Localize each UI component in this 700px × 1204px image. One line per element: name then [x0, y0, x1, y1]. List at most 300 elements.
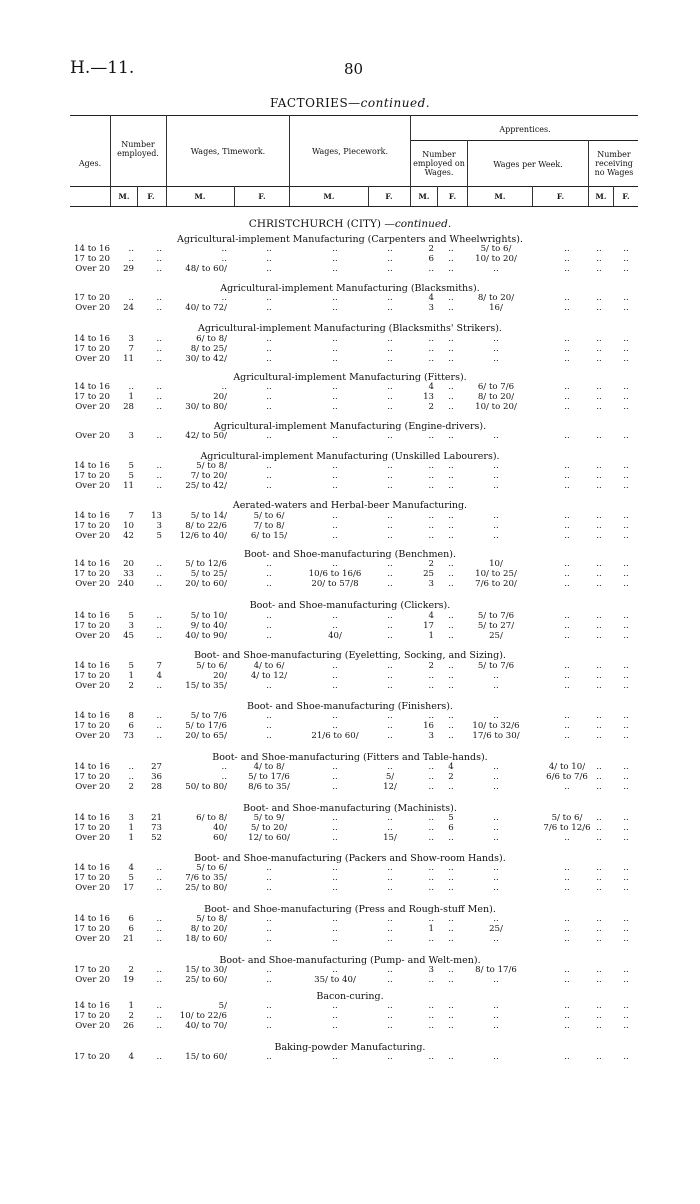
table-cell: ..: [623, 661, 629, 671]
apprentices-header: Apprentices.: [499, 125, 551, 134]
table-cell: 11: [123, 481, 134, 492]
table-cell: ..: [332, 392, 338, 403]
table-cell: 3: [128, 431, 134, 441]
table-cell: ..: [493, 772, 499, 783]
table-cell: 60/: [213, 833, 227, 844]
col-divider: [613, 186, 614, 206]
section-title: Agricultural-implement Manufacturing (Engine-drivers).: [213, 421, 487, 432]
table-row: [0, 531, 700, 541]
table-cell: ..: [332, 521, 338, 532]
table-cell: ..: [332, 873, 338, 884]
table-cell: ..: [596, 863, 602, 873]
section-title: Boot- and Shoe-manufacturing (Eyeletting, Socking, and Sizing).: [194, 650, 506, 661]
table-cell: ..: [332, 254, 338, 265]
table-cell: 25/ to 80/: [185, 883, 227, 894]
table-row: [0, 303, 700, 313]
table-cell: ..: [428, 1021, 434, 1032]
table-cell: 3: [428, 731, 434, 742]
table-cell: ..: [623, 772, 629, 783]
table-cell: 3: [128, 813, 134, 823]
table-cell: ..: [596, 934, 602, 945]
age-cell: 17 to 20: [74, 621, 110, 632]
table-cell: ..: [266, 1021, 272, 1032]
table-cell: 3: [428, 579, 434, 590]
table-cell: ..: [221, 772, 227, 783]
table-cell: ..: [428, 521, 434, 532]
table-cell: ..: [266, 303, 272, 314]
table-cell: ..: [332, 402, 338, 413]
table-cell: ..: [564, 244, 570, 254]
table-cell: 21: [151, 813, 162, 823]
table-row: [0, 661, 700, 671]
table-cell: ..: [564, 334, 570, 344]
table-row: [0, 863, 700, 873]
table-cell: ..: [623, 531, 629, 542]
table-cell: 8/ to 25/: [190, 344, 227, 355]
age-cell: 14 to 16: [74, 511, 110, 521]
table-cell: 21/6 to 60/: [311, 731, 359, 742]
table-cell: ..: [448, 731, 454, 742]
age-cell: Over 20: [75, 631, 110, 642]
table-cell: 3: [128, 621, 134, 632]
page-number: 80: [344, 60, 364, 78]
table-row: [0, 264, 700, 274]
table-cell: ..: [493, 823, 499, 834]
table-row: [0, 772, 700, 782]
table-cell: ..: [596, 965, 602, 975]
table-cell: ..: [156, 569, 162, 580]
table-cell: 36: [151, 772, 162, 783]
table-cell: ..: [387, 382, 393, 392]
table-cell: ..: [623, 402, 629, 413]
table-cell: ..: [221, 382, 227, 392]
table-row: [0, 293, 700, 303]
table-cell: ..: [332, 772, 338, 783]
table-cell: ..: [428, 1011, 434, 1022]
table-cell: ..: [332, 965, 338, 975]
city-heading: CHRISTCHURCH (CITY) —continued.: [248, 218, 452, 230]
table-cell: ..: [156, 244, 162, 254]
table-cell: ..: [596, 382, 602, 392]
table-cell: ..: [387, 244, 393, 254]
table-cell: 6: [128, 721, 134, 732]
table-cell: ..: [448, 254, 454, 265]
table-row: [0, 975, 700, 985]
table-row: [0, 914, 700, 924]
table-cell: ..: [266, 344, 272, 355]
table-cell: ..: [564, 721, 570, 732]
table-cell: ..: [493, 782, 499, 793]
table-row: [0, 965, 700, 975]
table-cell: ..: [387, 883, 393, 894]
col-divider: [166, 115, 167, 206]
table-cell: ..: [428, 762, 434, 772]
table-cell: ..: [448, 671, 454, 682]
table-cell: ..: [156, 621, 162, 632]
table-row: [0, 481, 700, 491]
table-cell: 16/: [489, 303, 503, 314]
apprentices-on-wages-header: Number employed on Wages.: [413, 150, 465, 177]
col-divider: [437, 186, 438, 206]
col-m-label: M.: [194, 192, 206, 201]
table-cell: ..: [332, 244, 338, 254]
table-cell: 40/ to 72/: [185, 303, 227, 314]
table-cell: ..: [156, 863, 162, 873]
table-cell: ..: [156, 924, 162, 935]
table-cell: ..: [493, 354, 499, 365]
table-cell: 3: [428, 965, 434, 975]
table-cell: 17/6 to 30/: [472, 731, 520, 742]
table-cell: ..: [493, 671, 499, 682]
table-cell: ..: [448, 481, 454, 492]
table-cell: ..: [448, 354, 454, 365]
table-cell: ..: [623, 579, 629, 590]
table-cell: ..: [266, 402, 272, 413]
age-cell: 14 to 16: [74, 334, 110, 344]
table-cell: 5: [128, 461, 134, 471]
table-cell: ..: [332, 813, 338, 823]
table-cell: ..: [564, 354, 570, 365]
table-cell: 18/ to 60/: [185, 934, 227, 945]
table-cell: ..: [156, 579, 162, 590]
table-cell: ..: [623, 813, 629, 823]
table-cell: ..: [596, 431, 602, 441]
table-cell: 5/ to 9/: [253, 813, 285, 823]
table-cell: ..: [564, 611, 570, 621]
table-cell: ..: [623, 511, 629, 521]
table-cell: ..: [266, 431, 272, 441]
table-row: [0, 621, 700, 631]
table-cell: ..: [596, 521, 602, 532]
table-cell: ..: [623, 471, 629, 482]
table-cell: 2: [428, 402, 434, 413]
table-cell: ..: [266, 264, 272, 275]
table-cell: ..: [623, 392, 629, 403]
table-row: [0, 579, 700, 589]
table-cell: ..: [266, 579, 272, 590]
table-cell: 4/ to 8/: [253, 762, 285, 772]
age-cell: Over 20: [75, 731, 110, 742]
table-cell: ..: [266, 873, 272, 884]
table-cell: ..: [596, 471, 602, 482]
table-cell: ..: [623, 382, 629, 392]
no-wages-header: Number receiving no Wages: [594, 150, 634, 177]
table-cell: 6: [128, 914, 134, 924]
table-row: [0, 521, 700, 531]
table-cell: ..: [387, 975, 393, 986]
table-cell: ..: [332, 661, 338, 671]
table-cell: ..: [564, 1001, 570, 1011]
age-cell: Over 20: [75, 782, 110, 793]
table-row: [0, 471, 700, 481]
section-title: Boot- and Shoe-manufacturing (Press and Rough-stuff Men).: [204, 904, 496, 915]
table-cell: ..: [596, 402, 602, 413]
table-cell: ..: [448, 883, 454, 894]
table-cell: ..: [596, 354, 602, 365]
age-cell: 17 to 20: [74, 772, 110, 783]
table-cell: ..: [266, 471, 272, 482]
table-cell: ..: [493, 1001, 499, 1011]
table-cell: ..: [428, 481, 434, 492]
table-cell: ..: [387, 681, 393, 692]
table-cell: ..: [387, 671, 393, 682]
table-cell: ..: [266, 1052, 272, 1062]
table-cell: ..: [428, 461, 434, 471]
table-cell: ..: [156, 883, 162, 894]
table-cell: ..: [387, 631, 393, 642]
table-cell: 5/: [385, 772, 395, 783]
table-row: [0, 354, 700, 364]
table-cell: ..: [493, 334, 499, 344]
table-cell: 42: [123, 531, 134, 542]
table-cell: ..: [266, 382, 272, 392]
table-cell: ..: [596, 772, 602, 783]
table-cell: 4/ to 12/: [250, 671, 288, 682]
table-cell: ..: [266, 924, 272, 935]
ages-header: Ages.: [78, 159, 102, 168]
table-cell: ..: [128, 382, 134, 392]
page-reference: H.—11.: [70, 58, 135, 78]
table-cell: 20: [123, 559, 134, 569]
table-cell: ..: [596, 1052, 602, 1062]
table-cell: ..: [387, 1052, 393, 1062]
table-cell: ..: [493, 1021, 499, 1032]
table-cell: ..: [623, 833, 629, 844]
section-title: Aerated-waters and Herbal-beer Manufacturing.: [232, 500, 468, 511]
table-cell: ..: [332, 1001, 338, 1011]
table-cell: ..: [448, 833, 454, 844]
table-cell: ..: [564, 661, 570, 671]
table-cell: 17: [123, 883, 134, 894]
table-cell: ..: [387, 611, 393, 621]
table-cell: 10/: [489, 559, 503, 569]
table-cell: ..: [448, 924, 454, 935]
table-cell: 5/ to 7/6: [477, 661, 515, 671]
table-cell: 28: [151, 782, 162, 793]
table-cell: ..: [596, 511, 602, 521]
table-cell: 5/ to 20/: [250, 823, 288, 834]
age-cell: 17 to 20: [74, 924, 110, 935]
col-f-label: F.: [556, 192, 565, 201]
table-cell: 5: [156, 531, 162, 542]
table-cell: ..: [564, 402, 570, 413]
table-cell: ..: [221, 762, 227, 772]
table-cell: ..: [387, 924, 393, 935]
table-cell: ..: [387, 823, 393, 834]
table-cell: 10/ to 20/: [475, 254, 517, 265]
table-cell: ..: [623, 823, 629, 834]
table-cell: ..: [596, 334, 602, 344]
table-cell: ..: [596, 661, 602, 671]
table-cell: ..: [428, 264, 434, 275]
table-cell: ..: [332, 344, 338, 355]
table-cell: 26: [123, 1021, 134, 1032]
table-cell: 13: [423, 392, 434, 403]
table-cell: ..: [332, 934, 338, 945]
table-cell: ..: [623, 863, 629, 873]
table-cell: 33: [123, 569, 134, 580]
table-cell: ..: [564, 883, 570, 894]
table-cell: ..: [387, 461, 393, 471]
table-cell: ..: [156, 731, 162, 742]
table-cell: ..: [266, 934, 272, 945]
table-cell: ..: [387, 1021, 393, 1032]
table-cell: ..: [156, 293, 162, 303]
table-cell: 1: [128, 833, 134, 844]
table-cell: ..: [156, 382, 162, 392]
col-divider: [289, 115, 290, 206]
table-cell: 5: [128, 873, 134, 884]
table-cell: 7/6 to 12/6: [543, 823, 591, 834]
table-cell: ..: [387, 481, 393, 492]
age-cell: 17 to 20: [74, 293, 110, 303]
col-f-label: F.: [258, 192, 266, 201]
table-row: [0, 721, 700, 731]
table-cell: ..: [623, 782, 629, 793]
table-cell: ..: [623, 681, 629, 692]
table-cell: ..: [493, 344, 499, 355]
table-cell: ..: [623, 873, 629, 884]
table-cell: ..: [428, 863, 434, 873]
table-cell: ..: [428, 772, 434, 783]
table-cell: ..: [596, 481, 602, 492]
table-cell: 2: [428, 244, 434, 254]
table-cell: ..: [448, 402, 454, 413]
page-title: FACTORIES—continued.: [269, 96, 431, 110]
age-cell: Over 20: [75, 354, 110, 365]
table-cell: 8/ to 22/6: [185, 521, 227, 532]
table-cell: ..: [266, 354, 272, 365]
table-cell: 6/ to 8/: [196, 813, 227, 823]
table-cell: 17: [423, 621, 434, 632]
table-cell: ..: [564, 569, 570, 580]
table-cell: ..: [156, 354, 162, 365]
table-cell: ..: [596, 1001, 602, 1011]
table-cell: ..: [564, 731, 570, 742]
table-cell: ..: [623, 671, 629, 682]
table-cell: 4: [128, 1052, 134, 1062]
table-cell: ..: [448, 244, 454, 254]
age-cell: 14 to 16: [74, 813, 110, 823]
table-cell: ..: [448, 303, 454, 314]
table-cell: ..: [428, 671, 434, 682]
table-cell: ..: [448, 511, 454, 521]
table-cell: ..: [493, 975, 499, 986]
table-cell: ..: [266, 965, 272, 975]
table-cell: 10/ to 22/6: [179, 1011, 227, 1022]
table-cell: ..: [448, 431, 454, 441]
table-cell: ..: [596, 721, 602, 732]
table-cell: ..: [428, 431, 434, 441]
table-cell: ..: [448, 621, 454, 632]
table-cell: 25/: [489, 631, 503, 642]
table-cell: ..: [156, 1021, 162, 1032]
table-cell: ..: [332, 559, 338, 569]
table-cell: 13: [151, 511, 162, 521]
age-cell: 14 to 16: [74, 762, 110, 772]
table-row: [0, 782, 700, 792]
table-row: [0, 1001, 700, 1011]
table-cell: ..: [156, 303, 162, 314]
table-cell: ..: [332, 914, 338, 924]
table-cell: ..: [428, 1001, 434, 1011]
table-cell: ..: [564, 975, 570, 986]
table-cell: ..: [493, 833, 499, 844]
table-cell: ..: [332, 334, 338, 344]
table-cell: 28: [123, 402, 134, 413]
table-cell: ..: [596, 681, 602, 692]
table-cell: ..: [156, 681, 162, 692]
table-row: [0, 1021, 700, 1031]
table-cell: 20/: [213, 671, 227, 682]
table-cell: ..: [493, 813, 499, 823]
table-cell: ..: [266, 711, 272, 721]
table-cell: 7/6 to 35/: [185, 873, 227, 884]
table-row: [0, 392, 700, 402]
table-cell: ..: [266, 681, 272, 692]
table-cell: ..: [387, 934, 393, 945]
table-cell: 12/6 to 40/: [179, 531, 227, 542]
table-cell: ..: [596, 631, 602, 642]
col-m-label: M.: [118, 192, 130, 201]
table-cell: ..: [156, 721, 162, 732]
table-cell: ..: [266, 731, 272, 742]
col-f-label: F.: [622, 192, 630, 201]
table-cell: ..: [623, 344, 629, 355]
age-cell: Over 20: [75, 264, 110, 275]
table-cell: 5/ to 27/: [477, 621, 515, 632]
table-cell: ..: [623, 965, 629, 975]
section-title: Baking-powder Manufacturing.: [274, 1042, 426, 1053]
table-cell: ..: [596, 813, 602, 823]
table-cell: ..: [564, 254, 570, 265]
table-cell: 40/: [213, 823, 227, 834]
table-cell: ..: [448, 965, 454, 975]
table-cell: 40/: [328, 631, 342, 642]
table-cell: ..: [428, 471, 434, 482]
age-cell: 17 to 20: [74, 344, 110, 355]
col-m-label: M.: [323, 192, 335, 201]
section-title: Agricultural-implement Manufacturing (Unskilled Labourers).: [200, 451, 500, 462]
table-cell: ..: [623, 481, 629, 492]
table-cell: ..: [596, 254, 602, 265]
table-cell: 11: [123, 354, 134, 365]
table-cell: 8/ to 20/: [477, 392, 515, 403]
header-mid-rule: [70, 186, 638, 187]
table-cell: ..: [623, 914, 629, 924]
table-cell: ..: [596, 924, 602, 935]
table-cell: 4: [428, 382, 434, 392]
table-cell: ..: [332, 382, 338, 392]
table-cell: ..: [387, 559, 393, 569]
table-cell: 8/ to 17/6: [475, 965, 517, 975]
table-cell: 25/: [489, 924, 503, 935]
table-row: [0, 681, 700, 691]
table-cell: ..: [596, 621, 602, 632]
section-title: Boot- and Shoe-manufacturing (Machinists).: [243, 803, 457, 814]
table-cell: ..: [448, 1011, 454, 1022]
table-cell: ..: [387, 914, 393, 924]
table-cell: ..: [564, 481, 570, 492]
age-cell: 14 to 16: [74, 611, 110, 621]
table-cell: ..: [387, 711, 393, 721]
table-cell: 29: [123, 264, 134, 275]
table-cell: ..: [332, 924, 338, 935]
table-cell: ..: [564, 934, 570, 945]
table-cell: ..: [332, 531, 338, 542]
table-cell: ..: [493, 883, 499, 894]
table-cell: ..: [596, 293, 602, 303]
